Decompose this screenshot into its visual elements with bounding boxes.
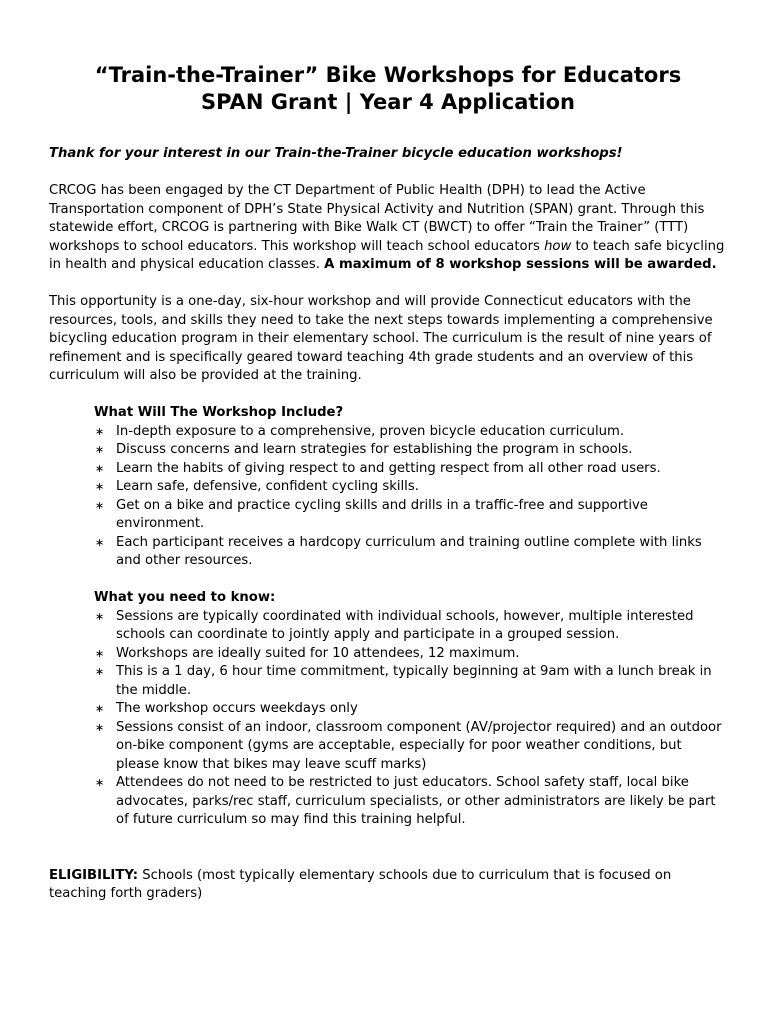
list-item: ∗ Learn safe, defensive, confident cycling skills. (94, 478, 727, 497)
paragraph-crcog (49, 182, 727, 275)
intro-line: Thank for your interest in our Train-the-Trainer bicycle education workshops! (49, 146, 623, 161)
list-item: ∗ Get on a bike and practice cycling skills and drills in a traffic-free and supportive environment. (94, 497, 727, 534)
list-item: ∗ Sessions are typically coordinated with individual schools, however, multiple interested schools can coordinate to jointly apply and participate in a grouped session. (94, 608, 727, 645)
list-item: ∗ The workshop occurs weekdays only (94, 700, 727, 719)
list-item: ∗ Sessions consist of an indoor, classroom component (AV/projector required) and an outdoor on-bike component (gyms are acceptable, especially for poor weather conditions, but please know that bikes may leave scuff marks) (94, 719, 727, 775)
need-to-know-section (94, 589, 727, 830)
paragraph-crcog-text-b: to teach safe bicycling in health and physical education classes. (49, 238, 725, 272)
eligibility-paragraph (49, 867, 727, 904)
emphasis-how: how (544, 238, 572, 254)
workshop-include-section (94, 404, 727, 571)
paragraph-crcog-text-a: CRCOG has been engaged by the CT Department of Public Health (DPH) to lead the Active Transportation component of DPH’s State Physical Activity and Nutrition (SPAN) grant. Through this statewide effort, CRCOG is partnering with Bike Walk CT (BWCT) to offer “Train the Trainer” (TTT) workshops to school educators. This workshop will teach school educators (49, 183, 705, 254)
list-item: ∗ Each participant receives a hardcopy curriculum and training outline complete with links and other resources. (94, 534, 727, 571)
eligibility-text: Schools (most typically elementary schools due to curriculum that is focused on teaching forth graders) (49, 867, 672, 901)
need-to-know-list (94, 608, 727, 830)
document-page (49, 62, 727, 922)
list-item: ∗ Discuss concerns and learn strategies for establishing the program in schools. (94, 441, 727, 460)
list-item: ∗ Workshops are ideally suited for 10 attendees, 12 maximum. (94, 645, 727, 664)
document-subtitle: SPAN Grant | Year 4 Application (200, 90, 575, 114)
list-item: ∗ Attendees do not need to be restricted to just educators. School safety staff, local bike advocates, parks/rec staff, curriculum specialists, or other administrators are likely be part of future curriculum so may find this training helpful. (94, 774, 727, 830)
list-item: ∗ Learn the habits of giving respect to and getting respect from all other road users. (94, 460, 727, 479)
workshop-include-list (94, 423, 727, 571)
list-item: ∗ In-depth exposure to a comprehensive, proven bicycle education curriculum. (94, 423, 727, 442)
workshop-include-heading: What Will The Workshop Include? (94, 405, 344, 420)
need-to-know-heading: What you need to know: (94, 590, 276, 605)
document-title: “Train-the-Trainer” Bike Workshops for Educators (94, 63, 682, 87)
max-sessions-note: A maximum of 8 workshop sessions will be awarded. (324, 257, 717, 272)
eligibility-label: ELIGIBILITY: (49, 867, 138, 883)
paragraph-opportunity: This opportunity is a one-day, six-hour workshop and will provide Connecticut educators with the resources, tools, and skills they need to take the next steps towards implementing a comprehensive bicycling education program in their elementary school. The curriculum is the result of nine years of refinement and is specifically geared toward teaching 4th grade students and an overview of this curriculum will also be provided at the training. (49, 294, 713, 383)
list-item: ∗ This is a 1 day, 6 hour time commitment, typically beginning at 9am with a lunch break in the middle. (94, 663, 727, 700)
